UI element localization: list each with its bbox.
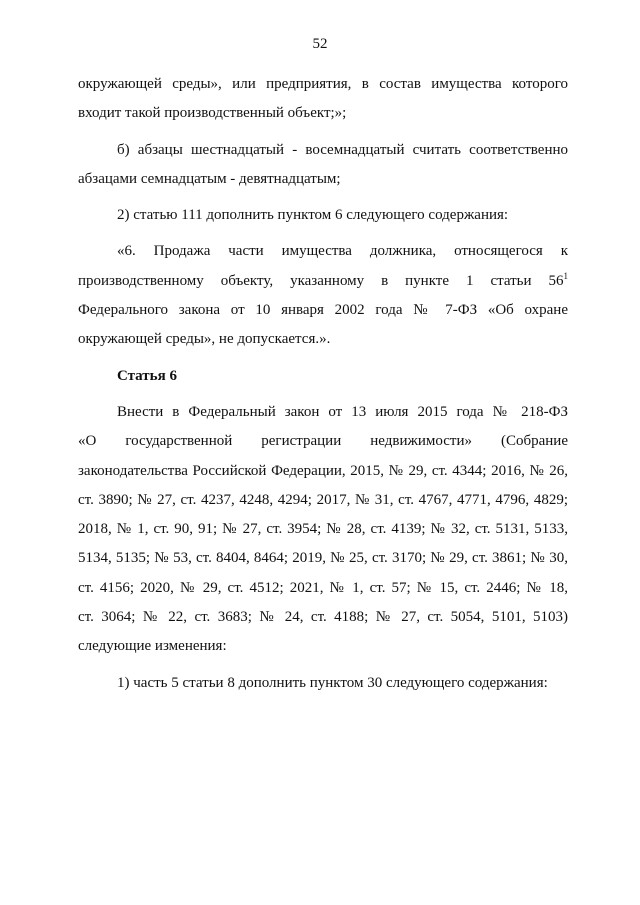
text-line: ст. 4156; 2020, № 29, ст. 4512; 2021, № 1, ст. 57; № 15, ст. 2446; № 18, [78, 579, 568, 596]
text-line: Федерального закона от 10 января 2002 года № 7-ФЗ «Об охране [78, 302, 568, 319]
text-line-main: производственному объекту, указанному в пункте 1 статьи 56 [78, 272, 564, 289]
text-line: ст. 3890; № 27, ст. 4237, 4248, 4294; 2017, № 31, ст. 4767, 4771, 4796, 4829; [78, 491, 568, 508]
text-line: окружающей среды», не допускается.». [78, 331, 331, 348]
paragraph-item-2 [78, 201, 568, 230]
text-line: 2018, № 1, ст. 90, 91; № 27, ст. 3954; № 28, ст. 4139; № 32, ст. 5131, 5133, [78, 521, 568, 538]
paragraph-item-b [78, 136, 568, 195]
text-line: абзацами семнадцатым - девятнадцатым; [78, 170, 341, 187]
text-line: 1) часть 5 статьи 8 дополнить пунктом 30 следующего содержания: [117, 674, 548, 691]
text-line: следующие изменения: [78, 638, 227, 655]
document-body [78, 70, 568, 698]
text-line: «О государственной регистрации недвижимости» (Собрание [78, 433, 568, 450]
page-number: 52 [312, 36, 328, 52]
text-line: входит такой производственный объект;»; [78, 105, 347, 122]
text-line: б) абзацы шестнадцатый - восемнадцатый считать соответственно [117, 141, 568, 158]
text-line: «6. Продажа части имущества должника, относящегося к [117, 243, 568, 260]
text-line: окружающей среды», или предприятия, в состав имущества которого [78, 76, 568, 92]
paragraph-item-1 [78, 669, 568, 698]
paragraph-amendment [78, 398, 568, 662]
text-line: законодательства Российской Федерации, 2015, № 29, ст. 4344; 2016, № 26, [78, 462, 568, 479]
text-line: 5134, 5135; № 53, ст. 8404, 8464; 2019, № 25, ст. 3170; № 29, ст. 3861; № 30, [78, 550, 568, 567]
text-line: ст. 3064; № 22, ст. 3683; № 24, ст. 4188; № 27, ст. 5054, 5101, 5103) [78, 609, 568, 626]
paragraph-continuation [78, 70, 568, 129]
text-line: Внести в Федеральный закон от 13 июля 2015 года № 218-ФЗ [117, 403, 568, 420]
article-heading: Статья 6 [117, 367, 177, 384]
paragraph-quoted-point-6 [78, 237, 568, 354]
article-superscript: 1 [563, 270, 568, 281]
text-line: 2) статью 111 дополнить пунктом 6 следующего содержания: [117, 207, 509, 224]
text-line [78, 267, 568, 296]
